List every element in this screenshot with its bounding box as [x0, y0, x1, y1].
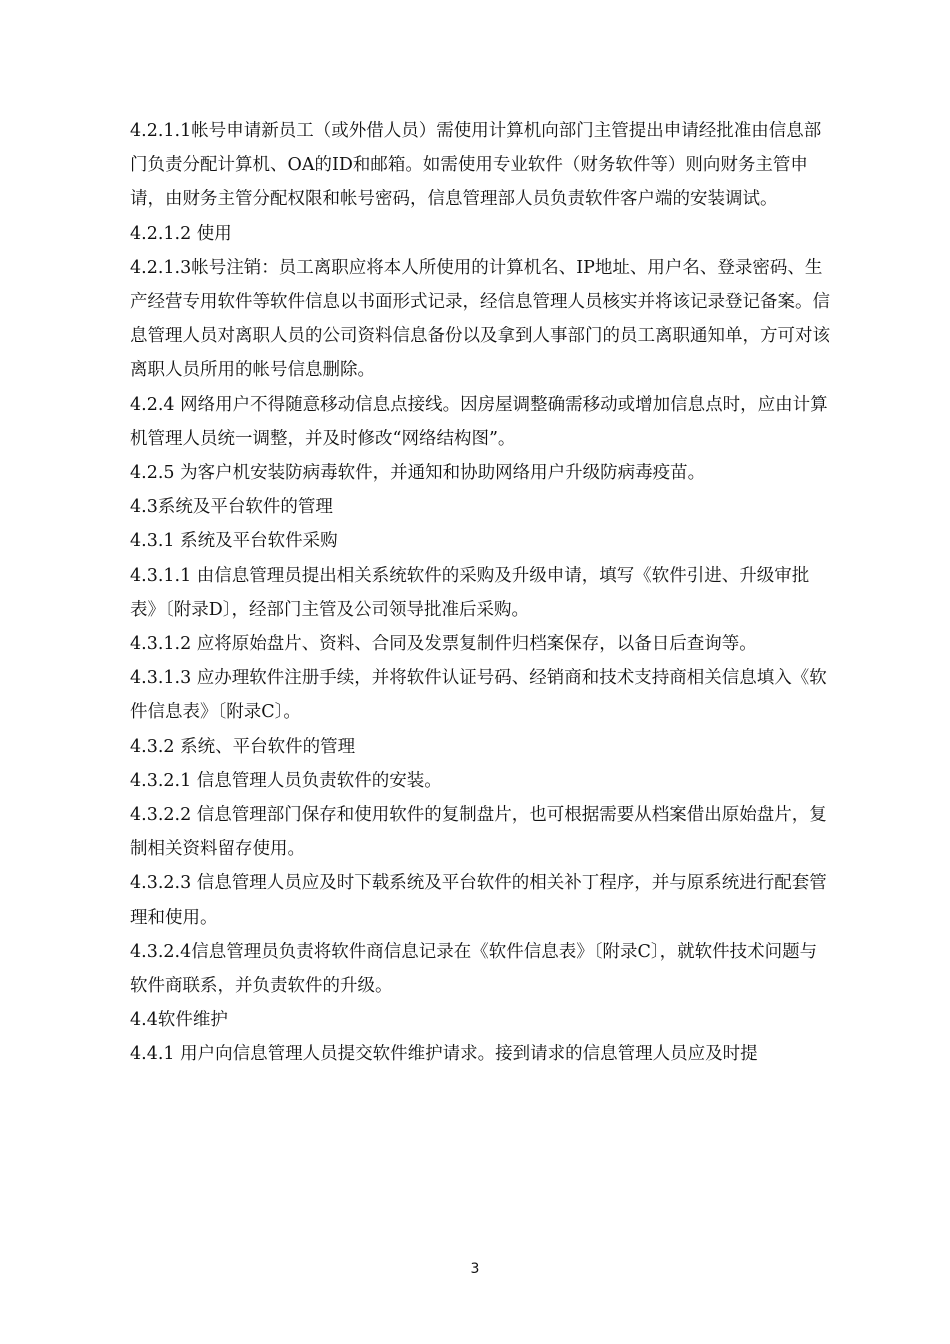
paragraph-4-2-1-1: 4.2.1.1帐号申请新员工（或外借人员）需使用计算机向部门主管提出申请经批准由信息部门负责分配计算机、OA的ID和邮箱。如需使用专业软件（财务软件等）则向财务主管申请，由财务主管分配权限和帐号密码，信息管理部人员负责软件客户端的安装调试。	[130, 121, 822, 210]
document-body	[130, 114, 830, 1072]
heading-4-3: 4.3系统及平台软件的管理	[130, 497, 333, 518]
heading-4-4: 4.4软件维护	[130, 1010, 228, 1031]
paragraph-4-3-1-3: 4.3.1.3 应办理软件注册手续，并将软件认证号码、经销商和技术支持商相关信息填入《软件信息表》〔附录C〕。	[130, 668, 827, 723]
paragraph-4-2-1-3: 4.2.1.3帐号注销：员工离职应将本人所使用的计算机名、IP地址、用户名、登录密码、生产经营专用软件等软件信息以书面形式记录，经信息管理人员核实并将该记录登记备案。信息管理人员对离职人员的公司资料信息备份以及拿到人事部门的员工离职通知单，方可对该离职人员所用的帐号信息删除。	[130, 257, 830, 381]
page-number: 3	[470, 1261, 480, 1277]
paragraph-4-4-1: 4.4.1 用户向信息管理人员提交软件维护请求。接到请求的信息管理人员应及时提	[130, 1044, 758, 1065]
paragraph-4-3-1-1: 4.3.1.1 由信息管理员提出相关系统软件的采购及升级申请，填写《软件引进、升级审批表》〔附录D〕，经部门主管及公司领导批准后采购。	[130, 565, 810, 620]
paragraph-4-3-1-2: 4.3.1.2 应将原始盘片、资料、合同及发票复制件归档案保存，以备日后查询等。	[130, 634, 757, 655]
paragraph-4-3-2-4: 4.3.2.4信息管理员负责将软件商信息记录在《软件信息表》〔附录C〕，就软件技术问题与软件商联系，并负责软件的升级。	[130, 941, 818, 997]
heading-4-3-2: 4.3.2 系统、平台软件的管理	[130, 736, 356, 757]
paragraph-4-2-4: 4.2.4 网络用户不得随意移动信息点接线。因房屋调整确需移动或增加信息点时，应由计算机管理人员统一调整，并及时修改“网络结构图”。	[130, 394, 828, 449]
paragraph-4-2-1-2: 4.2.1.2 使用	[130, 223, 232, 244]
paragraph-4-3-2-3: 4.3.2.3 信息管理人员应及时下载系统及平台软件的相关补丁程序，并与原系统进行配套管理和使用。	[130, 873, 827, 928]
heading-4-3-1: 4.3.1 系统及平台软件采购	[130, 531, 338, 552]
paragraph-4-2-5: 4.2.5 为客户机安装防病毒软件，并通知和协助网络用户升级防病毒疫苗。	[130, 463, 706, 484]
paragraph-4-3-2-1: 4.3.2.1 信息管理人员负责软件的安装。	[130, 770, 442, 791]
paragraph-4-3-2-2: 4.3.2.2 信息管理部门保存和使用软件的复制盘片，也可根据需要从档案借出原始盘片，复制相关资料留存使用。	[130, 805, 827, 860]
